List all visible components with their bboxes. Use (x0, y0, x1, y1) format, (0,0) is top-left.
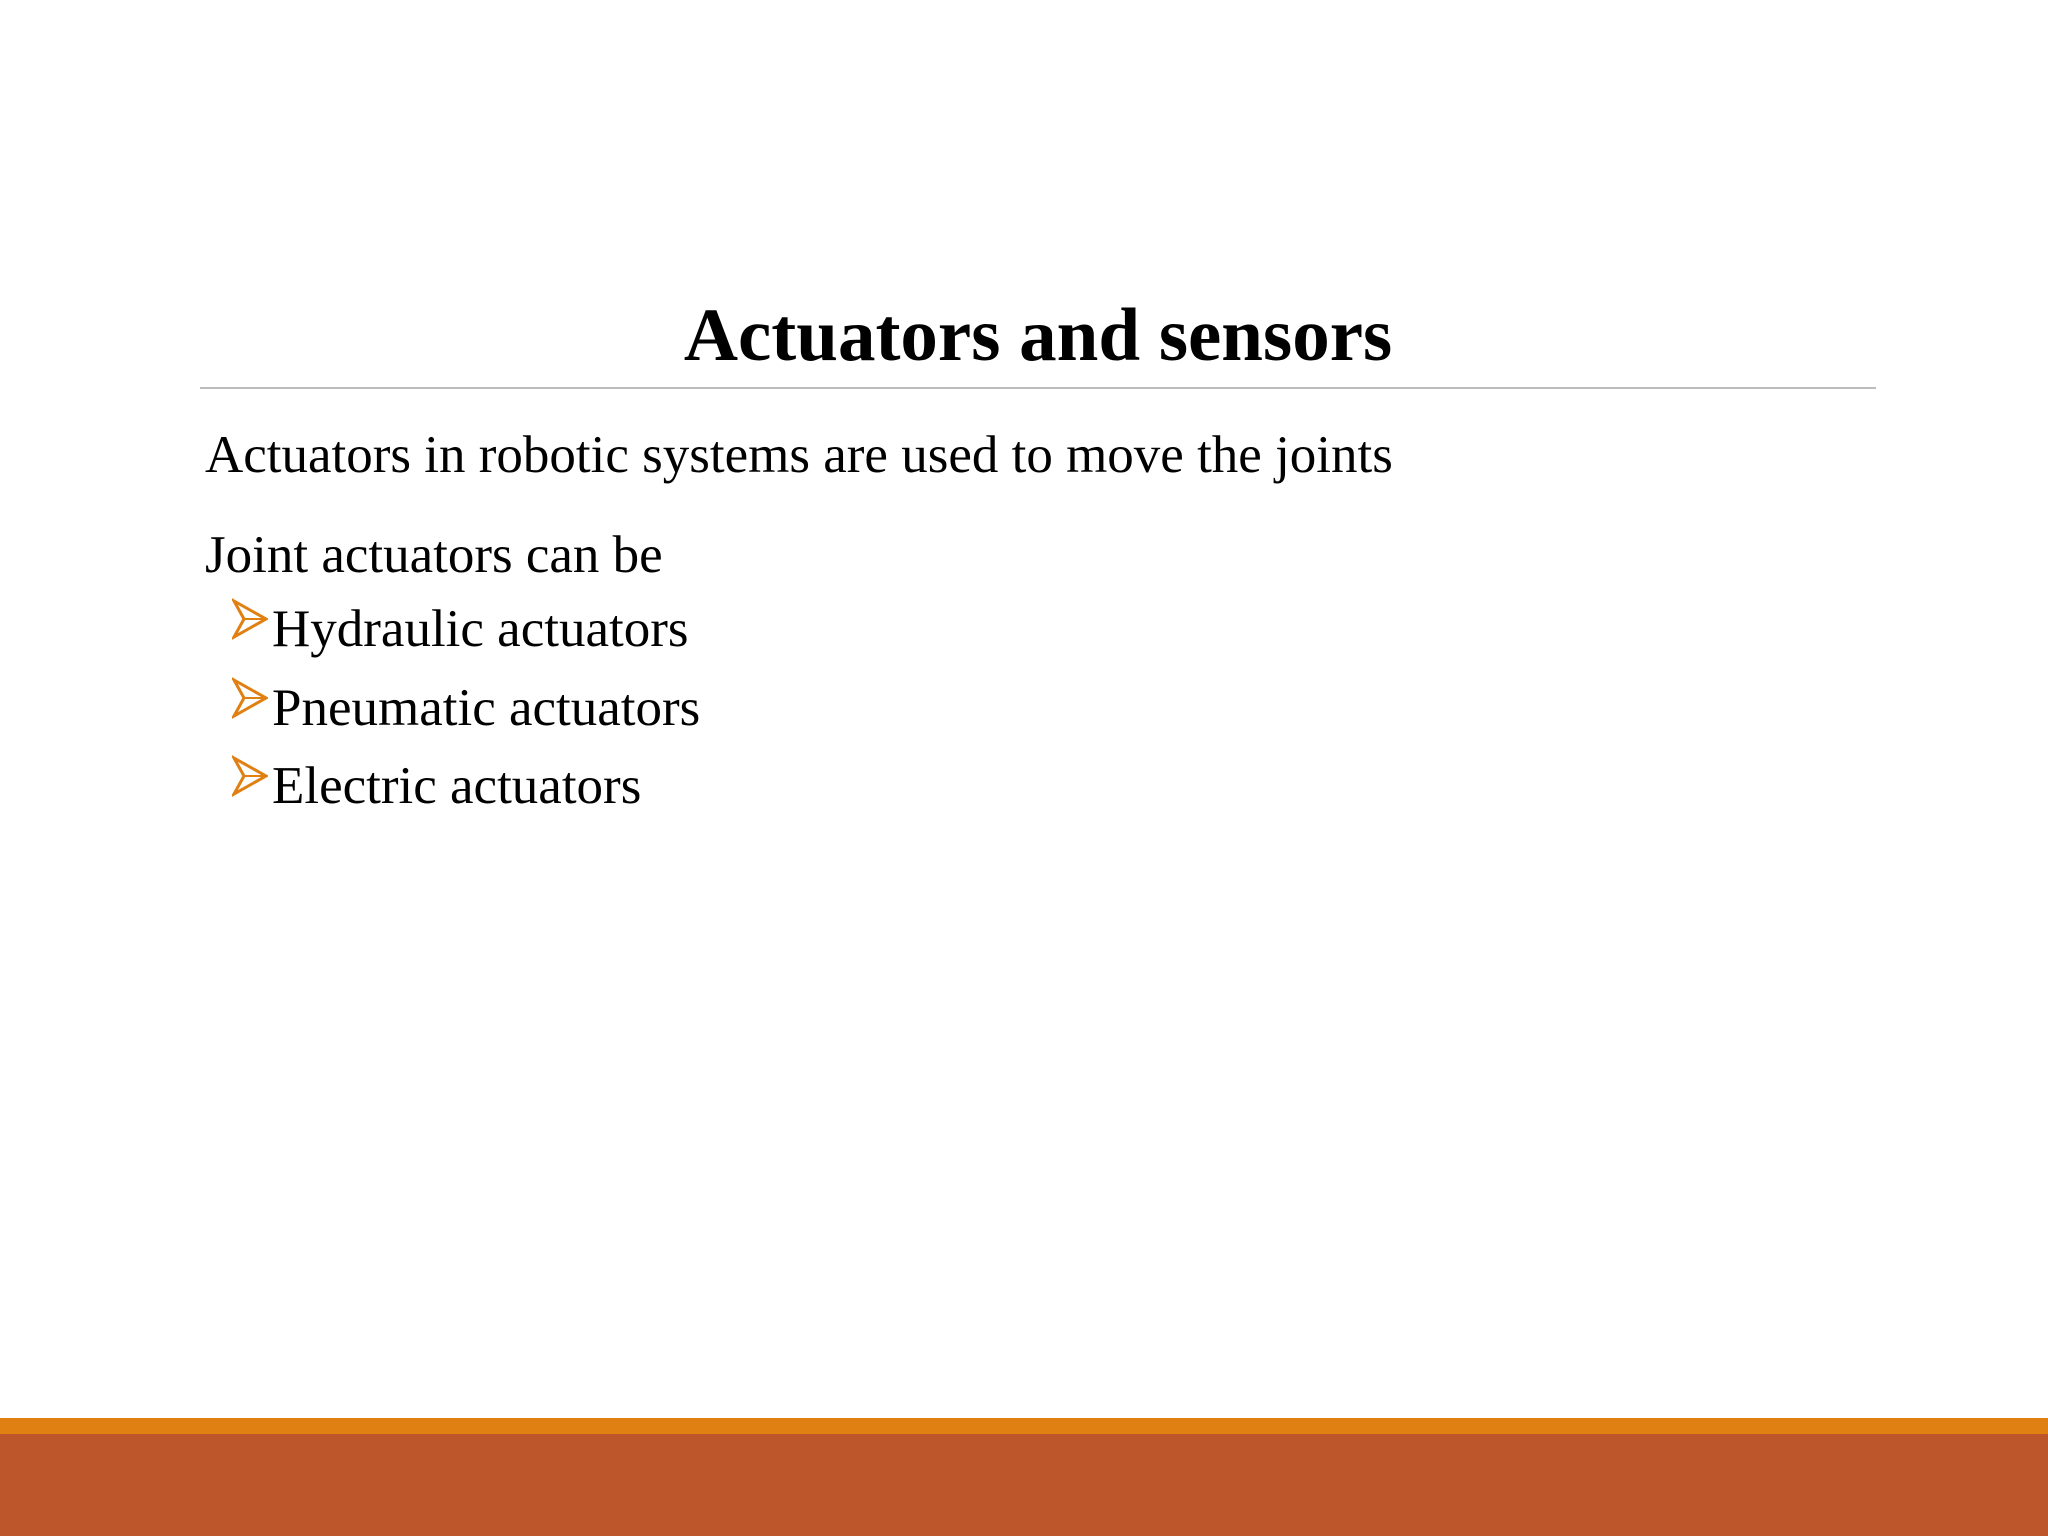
title-divider (200, 387, 1876, 389)
arrow-bullet-icon (232, 676, 268, 720)
footer-band (0, 1434, 2048, 1536)
arrow-bullet-icon (232, 754, 268, 798)
slide-title: Actuators and sensors (683, 294, 1393, 377)
bullet-label: Pneumatic actuators (272, 679, 701, 737)
bullet-item-electric (232, 754, 641, 818)
arrow-bullet-icon (232, 597, 268, 641)
bullet-label: Electric actuators (272, 757, 642, 815)
bullet-item-pneumatic (232, 676, 700, 740)
footer-accent-stripe (0, 1418, 2048, 1434)
list-lead-paragraph: Joint actuators can be (205, 526, 663, 584)
intro-paragraph: Actuators in robotic systems are used to move the joints (205, 426, 1393, 484)
bullet-label: Hydraulic actuators (272, 600, 689, 658)
bullet-item-hydraulic (232, 597, 688, 661)
